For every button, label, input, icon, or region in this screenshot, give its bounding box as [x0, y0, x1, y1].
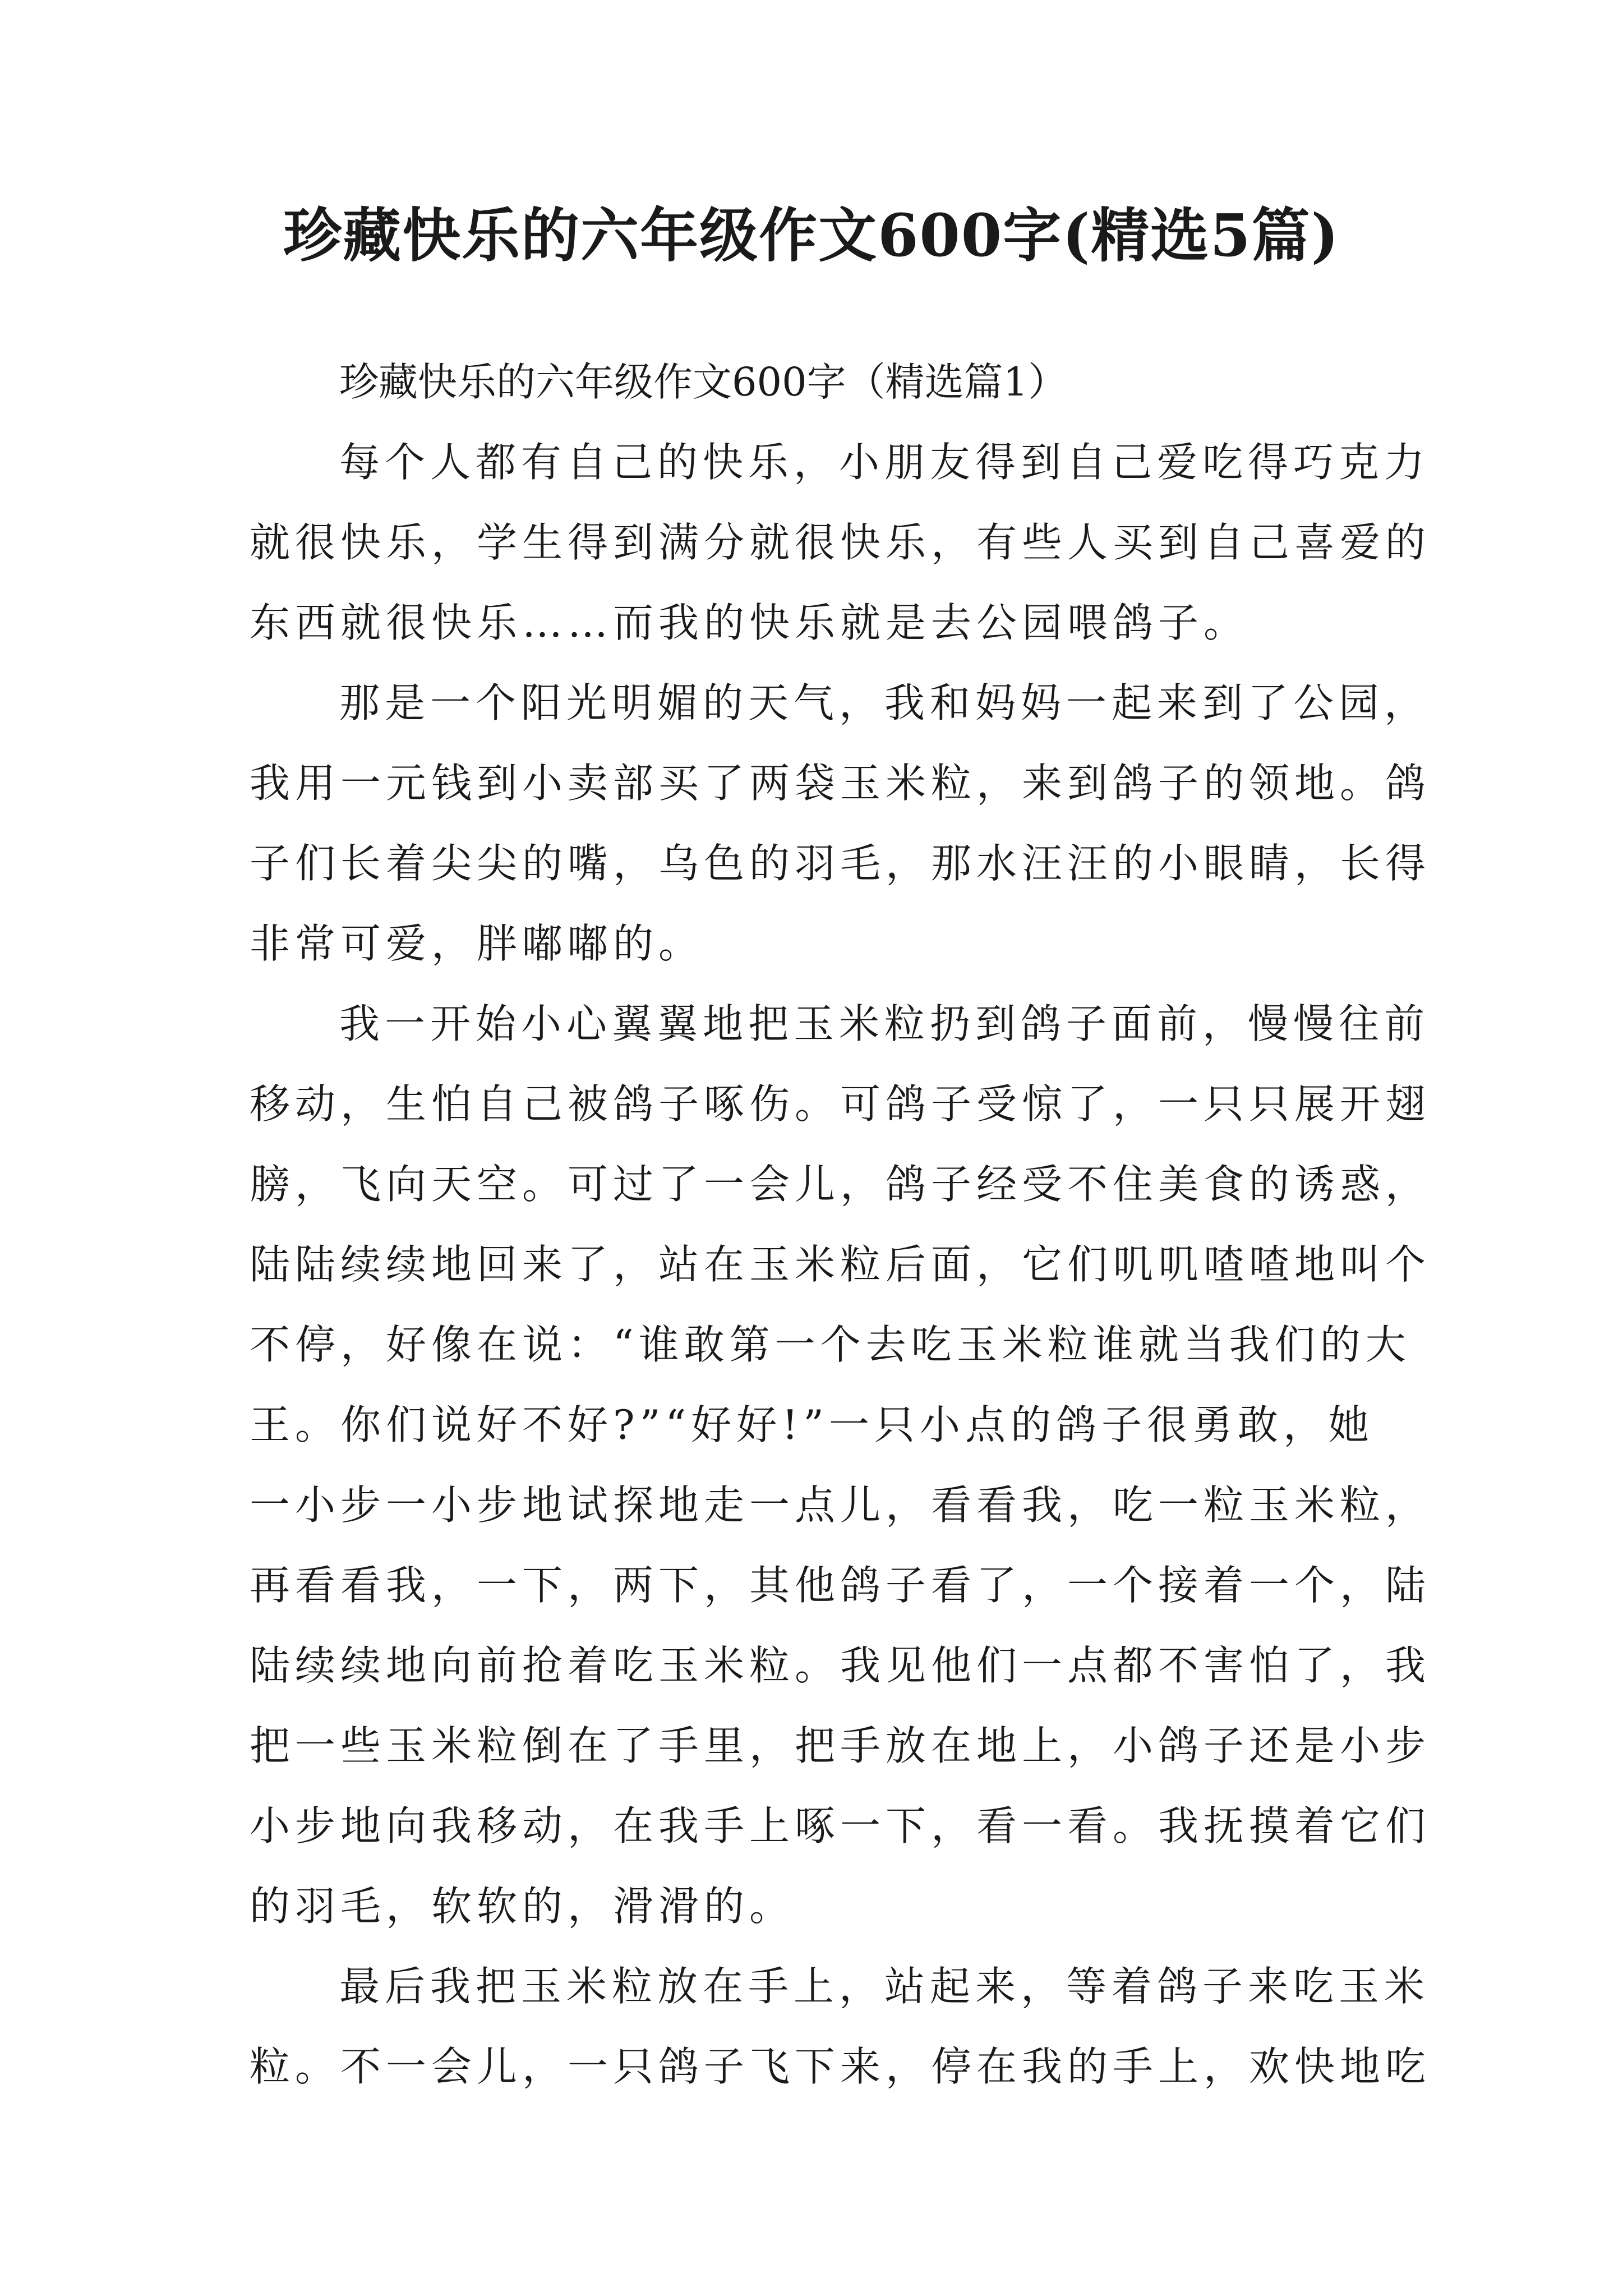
essay-subtitle: 珍藏快乐的六年级作文600字（精选篇1）: [339, 359, 1068, 405]
text-line: 移动，生怕自己被鸽子啄伤。可鸽子受惊了，一只只展开翅: [250, 1080, 1431, 1128]
text-line: 子们长着尖尖的嘴，乌色的羽毛，那水汪汪的小眼睛，长得: [250, 840, 1431, 887]
text-line: 陆陆续续地回来了，站在玉米粒后面，它们叽叽喳喳地叫个: [250, 1241, 1431, 1288]
paragraph-1: [250, 422, 1431, 663]
document-title: 珍藏快乐的六年级作文600字(精选5篇): [283, 201, 1340, 270]
text-line: 小步地向我移动，在我手上啄一下，看一看。我抚摸着它们: [250, 1802, 1431, 1849]
text-line: 我一开始小心翼翼地把玉米粒扔到鸽子面前，慢慢往前: [339, 1000, 1430, 1047]
text-line: 那是一个阳光明媚的天气，我和妈妈一起来到了公园，: [339, 679, 1430, 726]
text-line: 再看看我，一下，两下，其他鸽子看了，一个接着一个，陆: [250, 1562, 1431, 1609]
paragraph-4: [250, 1947, 1431, 2107]
text-line: 每个人都有自己的快乐，小朋友得到自己爱吃得巧克力: [339, 439, 1430, 486]
document-body: [250, 342, 1431, 2107]
text-line: 就很快乐，学生得到满分就很快乐，有些人买到自己喜爱的: [250, 519, 1431, 566]
text-line: 不停，好像在说：“谁敢第一个去吃玉米粒谁就当我们的大: [250, 1321, 1411, 1368]
text-line: 东西就很快乐……而我的快乐就是去公园喂鸽子。: [250, 599, 1249, 646]
text-line: 陆续续地向前抢着吃玉米粒。我见他们一点都不害怕了，我: [250, 1642, 1431, 1689]
text-line: 非常可爱，胖嘟嘟的。: [250, 920, 704, 967]
text-line: 王。你们说好不好?”“好好!”一只小点的鸽子很勇敢，她: [250, 1401, 1374, 1448]
text-line: 膀，飞向天空。可过了一会儿，鸽子经受不住美食的诱惑，: [250, 1161, 1431, 1208]
text-line: 把一些玉米粒倒在了手里，把手放在地上，小鸽子还是小步: [250, 1722, 1431, 1769]
text-line: 我用一元钱到小卖部买了两袋玉米粒，来到鸽子的领地。鸽: [250, 760, 1431, 807]
text-line: 粒。不一会儿，一只鸽子飞下来，停在我的手上，欢快地吃: [250, 2043, 1431, 2090]
text-line: 一小步一小步地试探地走一点儿，看看我，吃一粒玉米粒，: [250, 1481, 1431, 1529]
text-line: 的羽毛，软软的，滑滑的。: [250, 1883, 795, 1930]
text-line: 最后我把玉米粒放在手上，站起来，等着鸽子来吃玉米: [339, 1963, 1430, 2010]
paragraph-2: [250, 663, 1431, 984]
paragraph-3: [250, 984, 1431, 1947]
